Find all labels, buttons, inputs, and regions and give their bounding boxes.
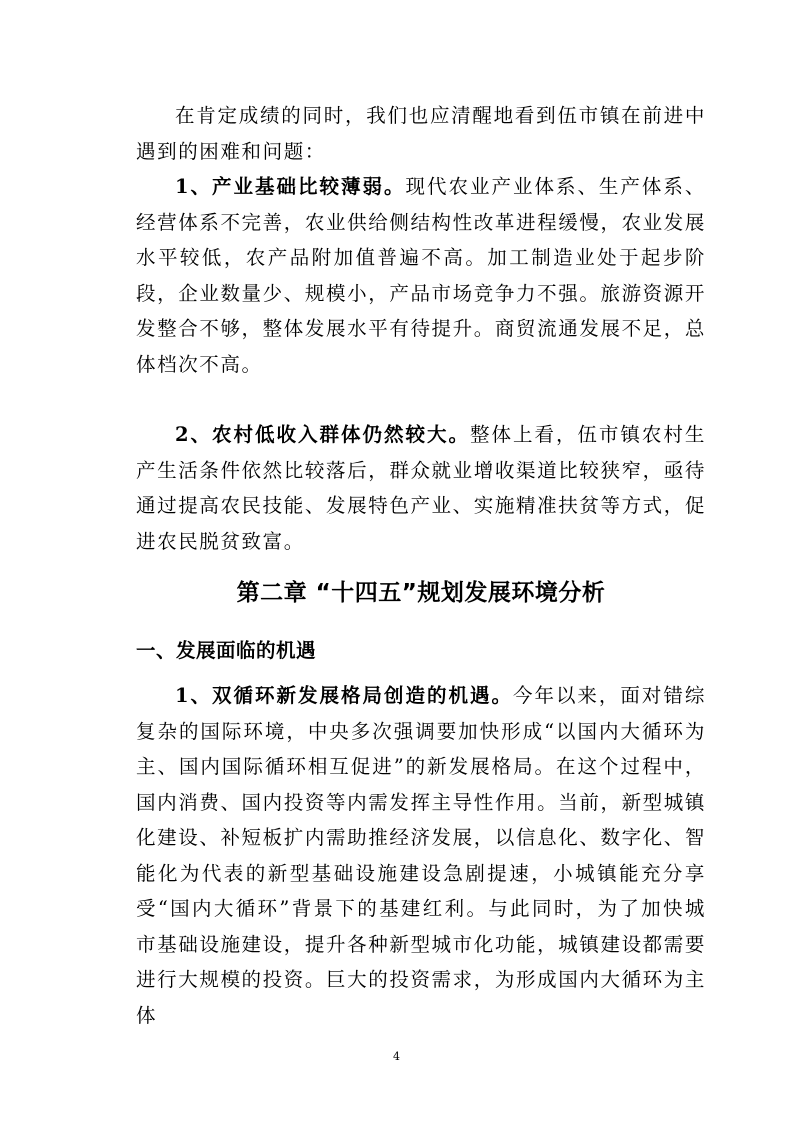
page-number: 4 <box>393 1050 400 1063</box>
intro-paragraph <box>136 98 706 169</box>
section-title: 一、发展面临的机遇 <box>136 639 317 662</box>
problem-1-lead: 1、产业基础比较薄弱。 <box>175 175 406 198</box>
problem-paragraph-1 <box>136 169 706 382</box>
problem-1-text: 现代农业产业体系、生产体系、经营体系不完善，农业供给侧结构性改革进程缓慢，农业发展水平较低，农产品附加值普遍不高。加工制造业处于起步阶段，企业数量少、规模小，产品市场竞争力不强。旅游资源开发整合不够，整体发展水平有待提升。商贸流通发展不足，总体档次不高。 <box>136 175 707 376</box>
intro-paragraph-text: 在肯定成绩的同时，我们也应清醒地看到伍市镇在前进中遇到的困难和问题： <box>136 104 706 163</box>
chapter-title: 第二章 “十四五”规划发展环境分析 <box>236 580 606 606</box>
problem-2-text: 整体上看，伍市镇农村生产生活条件依然比较落后，群众就业增收渠道比较狭窄，亟待通过提高农民技能、发展特色产业、实施精准扶贫等方式，促进农民脱贫致富。 <box>136 423 706 553</box>
problem-paragraph-2 <box>136 417 706 559</box>
problem-2-lead: 2、农村低收入群体仍然较大。 <box>175 423 470 446</box>
opportunity-1-lead: 1、双循环新发展格局创造的机遇。 <box>175 684 513 707</box>
opportunity-1-text: 今年以来，面对错综复杂的国际环境，中央多次强调要加快形成“以国内大循环为主、国内国际循环相互促进”的新发展格局。在这个过程中，国内消费、国内投资等内需发挥主导性作用。当前，新型城镇化建设、补短板扩内需助推经济发展，以信息化、数字化、智能化为代表的新型基础设施建设急剧提速，小城镇能充分享受“国内大循环”背景下的基建红利。与此同时，为了加快城市基础设施建设，提升各种新型城市化功能，城镇建设都需要进行大规模的投资。巨大的投资需求，为形成国内大循环为主体 <box>136 684 706 1027</box>
opportunity-paragraph-1 <box>136 678 706 1033</box>
